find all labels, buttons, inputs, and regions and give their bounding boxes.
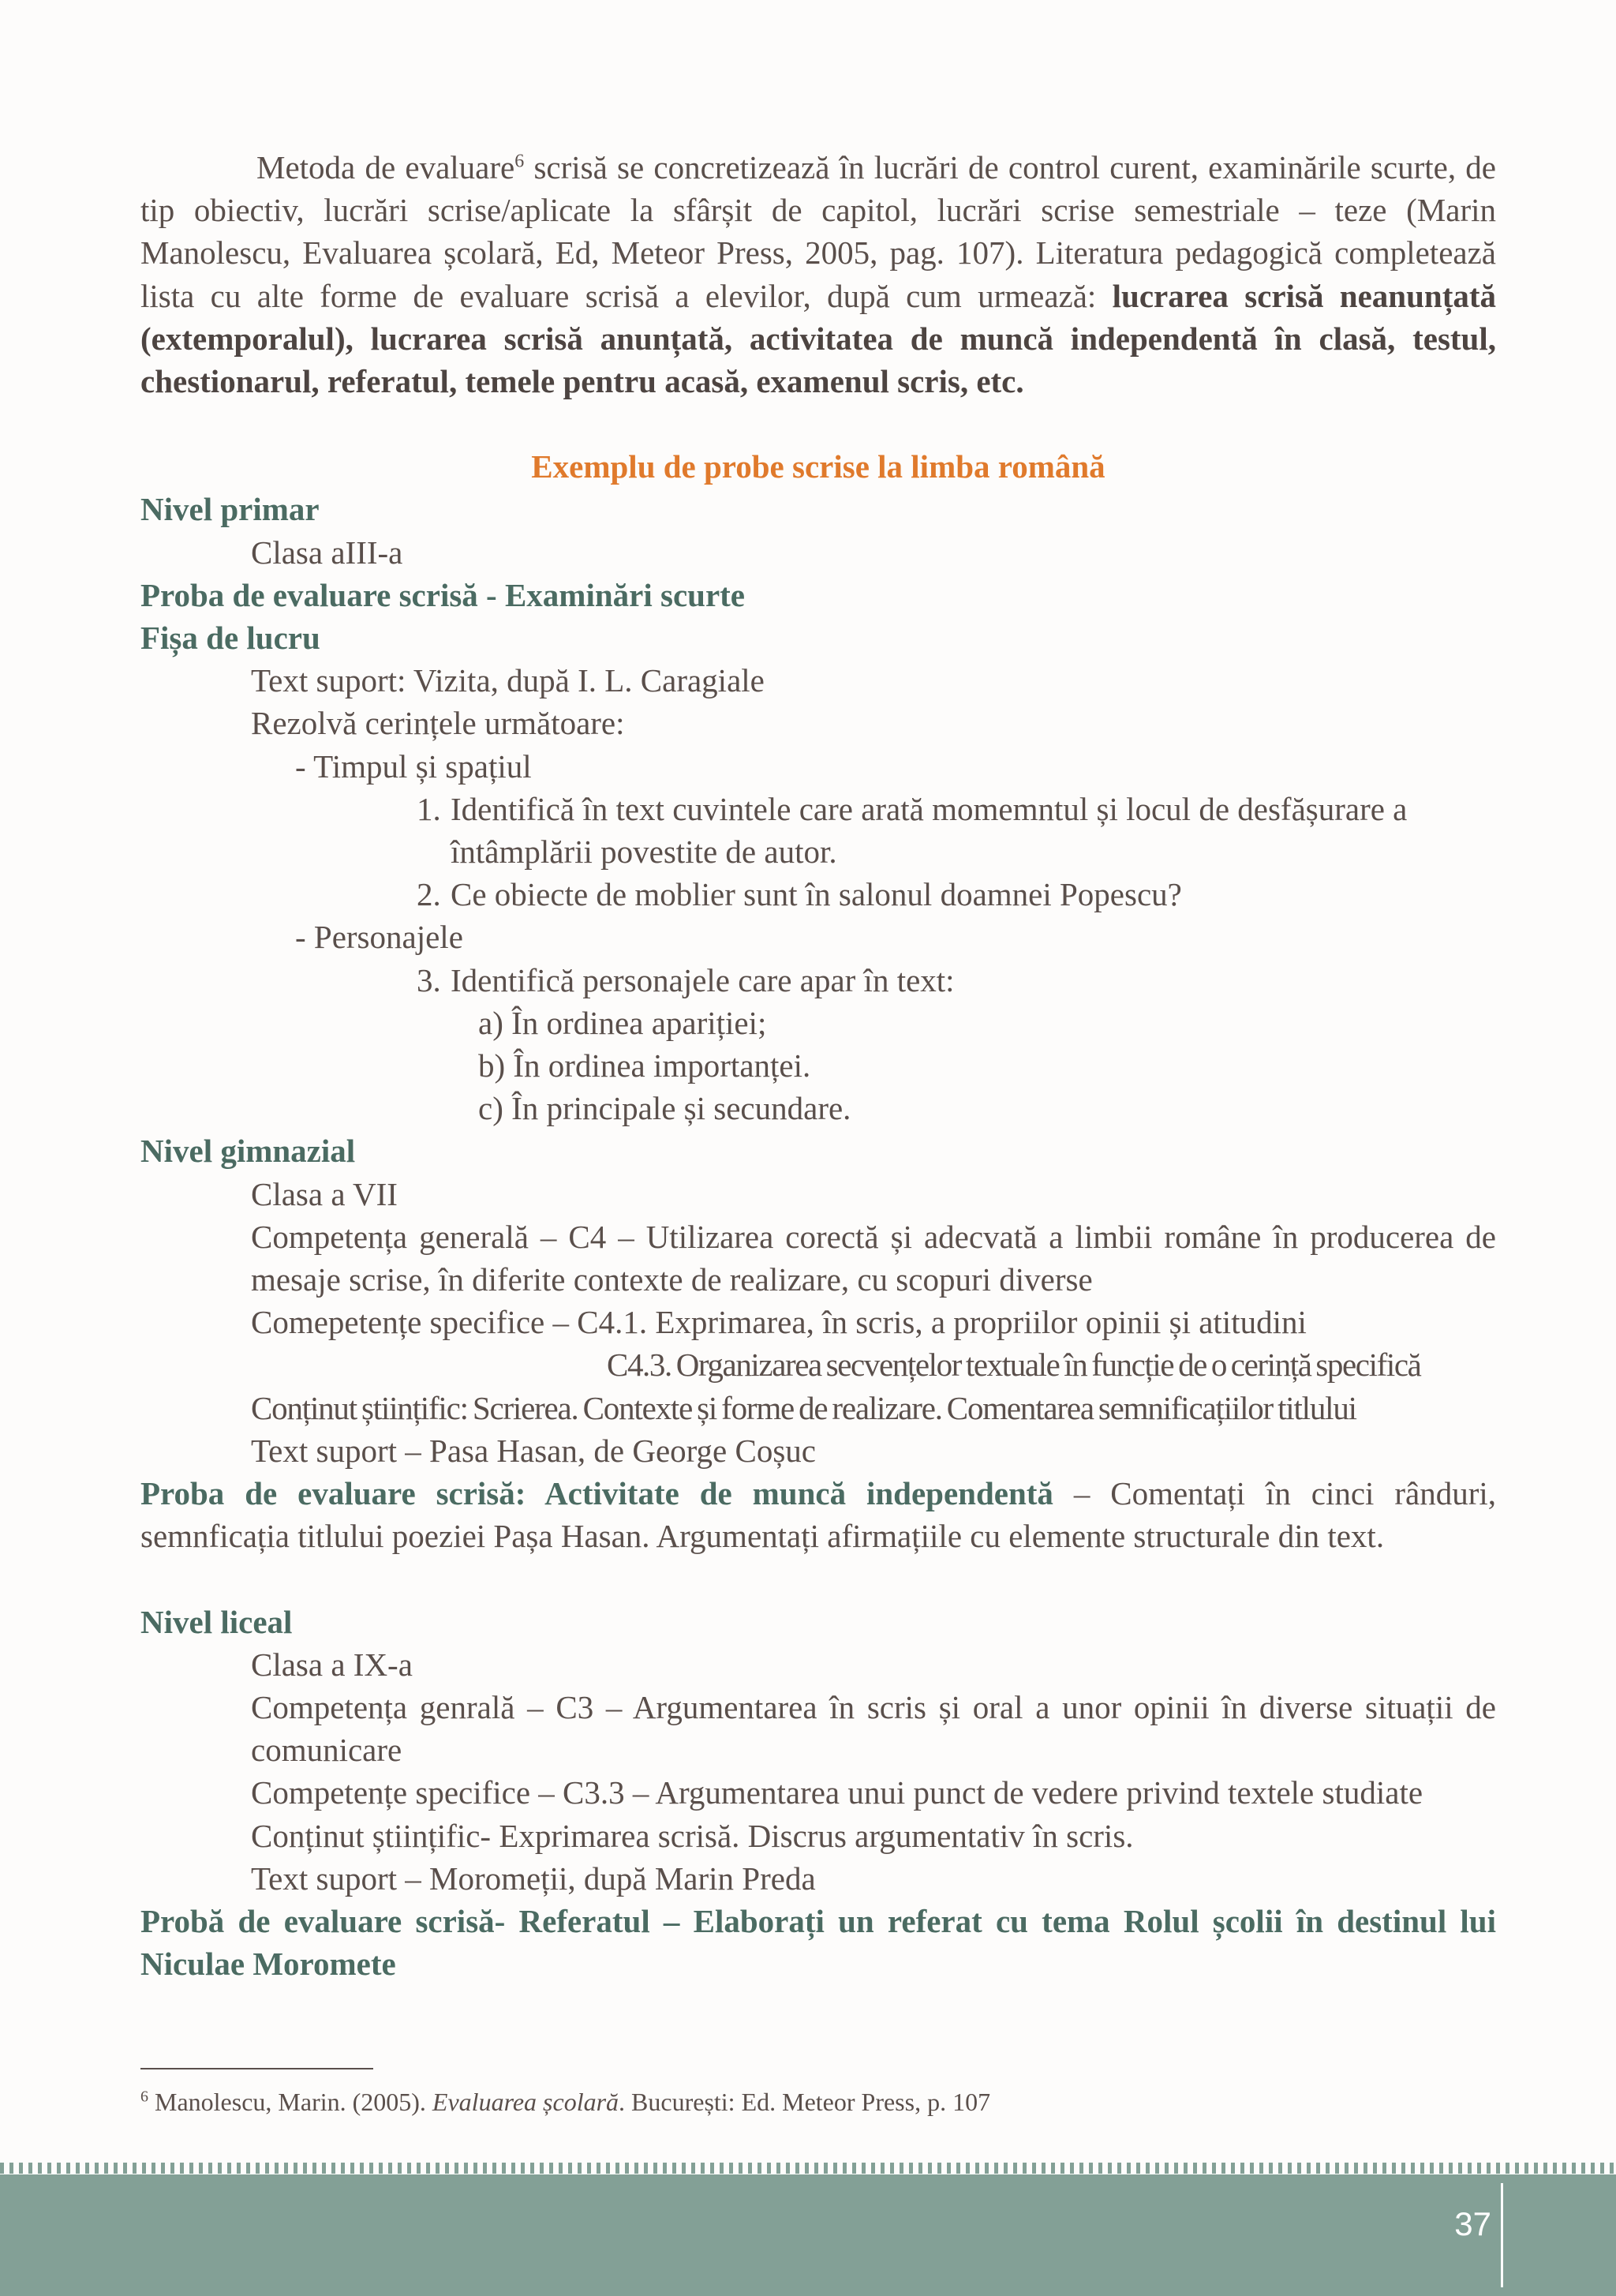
footnote-ref[interactable]: 6	[514, 151, 525, 172]
question-number: 2.	[417, 876, 441, 913]
question-text: Ce obiecte de moblier sunt în salonul doamnei Popescu?	[451, 876, 1182, 913]
primar-sub-a: a) În ordinea apariției;	[478, 1004, 767, 1041]
heading-nivel-liceal: Nivel liceal	[140, 1603, 293, 1640]
footnote-divider	[140, 2068, 373, 2069]
footnote-number: 6	[140, 2088, 148, 2106]
primar-fisa: Fișa de lucru	[140, 620, 320, 657]
question-text: Identifică personajele care apar în text:	[451, 961, 955, 998]
footnote-text: Manolescu, Marin. (2005).	[148, 2088, 432, 2116]
liceal-class: Clasa a IX-a	[251, 1646, 413, 1683]
intro-paragraph	[140, 146, 1496, 403]
primar-text-suport: Text suport: Vizita, după I. L. Caragiale	[251, 662, 765, 699]
footer-tick-border	[0, 2163, 1616, 2174]
liceal-text-suport: Text suport – Moromeții, după Marin Preda	[251, 1860, 816, 1897]
main-content	[140, 146, 1496, 1985]
footer-band	[0, 2174, 1616, 2296]
page-number-divider	[1501, 2183, 1503, 2287]
liceal-competente-specifice: Competențe specifice – C3.3 – Argumentarea unui punct de vedere privind textele studiate	[251, 1774, 1423, 1811]
section-title: Exemplu de probe scrise la limba română	[531, 448, 1105, 485]
primar-question-1	[140, 788, 1496, 873]
liceal-continut: Conținut științific- Exprimarea scrisă. Discrus argumentativ în scris.	[251, 1817, 1134, 1854]
page-number: 37	[1454, 2205, 1491, 2242]
primar-group-personaje: - Personajele	[295, 919, 463, 956]
primar-rezolva: Rezolvă cerințele următoare:	[251, 705, 625, 742]
primar-sub-b: b) În ordinea importanței.	[478, 1047, 811, 1084]
gimnazial-competente-specifice: Comepetențe specifice – C4.1. Exprimarea, în scris, a propriilor opinii și atitudini	[251, 1304, 1307, 1341]
heading-nivel-gimnazial: Nivel gimnazial	[140, 1133, 356, 1170]
footnote-title: Evaluarea școlară	[432, 2088, 619, 2116]
primar-group-timp: - Timpul și spațiul	[295, 747, 532, 785]
gimnazial-proba-text: – Comentați în cinci rânduri, semnficația titlului poeziei Pașa Hasan. Argumentați afirmațiile cu elemente structurale din text.	[140, 1475, 1496, 1555]
intro-text-start: Metoda de evaluare	[256, 149, 515, 185]
primar-class: Clasa aIII-a	[251, 534, 403, 571]
footnote-text-end: . București: Ed. Meteor Press, p. 107	[619, 2088, 991, 2116]
primar-proba: Proba de evaluare scrisă - Examinări scurte	[140, 576, 745, 613]
intro-text-rest: scrisă se concretizează în lucrări de control curent, examinările scurte, de tip obiectiv, lucrări scrise/aplicate la sfârșit de capitol, lucrări scrise semestriale – teze (Marin Manolescu, Evaluarea școlară, Ed, Meteor Press, 2005, pag. 107). Literatura pedagogică completează lista cu alte forme de evaluare scrisă a elevilor, după cum urmează:	[140, 149, 1496, 314]
question-text: Identifică în text cuvintele care arată momemntul și locul de desfășurare a întâmplării povestite de autor.	[451, 790, 1408, 871]
gimnazial-proba-title: Proba de evaluare scrisă: Activitate de muncă independentă	[140, 1475, 1053, 1512]
gimnazial-class: Clasa a VII	[251, 1175, 398, 1212]
gimnazial-competenta-c43: C4.3. Organizarea secvențelor textuale în funcție de o cerință specifică	[607, 1347, 1421, 1384]
intro-bold-list: lucrarea scrisă neanunțată (extemporalul), lucrarea scrisă anunțată, activitatea de muncă independentă în clasă, testul, chestionarul, referatul, temele pentru acasă, examenul scris, etc.	[140, 277, 1496, 400]
primar-question-3	[140, 959, 1496, 1002]
gimnazial-continut: Conținut științific: Scrierea. Contexte și forme de realizare. Comentarea semnificațiilor titlului	[251, 1389, 1356, 1426]
gimnazial-competenta-generala: Competența generală – C4 – Utilizarea corectă și adecvată a limbii române în producerea de mesaje scrise, în diferite contexte de realizare, cu scopuri diverse	[251, 1218, 1496, 1298]
heading-nivel-primar: Nivel primar	[140, 491, 320, 528]
primar-sub-c: c) În principale și secundare.	[478, 1090, 851, 1127]
question-number: 1.	[417, 790, 441, 827]
gimnazial-text-suport: Text suport – Pasa Hasan, de George Coșuc	[251, 1432, 816, 1469]
question-number: 3.	[417, 961, 441, 998]
footnote	[140, 2086, 1403, 2118]
liceal-competenta-generala: Competența genrală – C3 – Argumentarea în scris și oral a unor opinii în diverse situații de comunicare	[251, 1688, 1496, 1769]
primar-question-2	[140, 873, 1496, 916]
liceal-proba: Probă de evaluare scrisă- Referatul – Elaborați un referat cu tema Rolul școlii în destinul lui Niculae Moromete	[140, 1902, 1496, 1983]
gimnazial-proba	[140, 1472, 1496, 1557]
